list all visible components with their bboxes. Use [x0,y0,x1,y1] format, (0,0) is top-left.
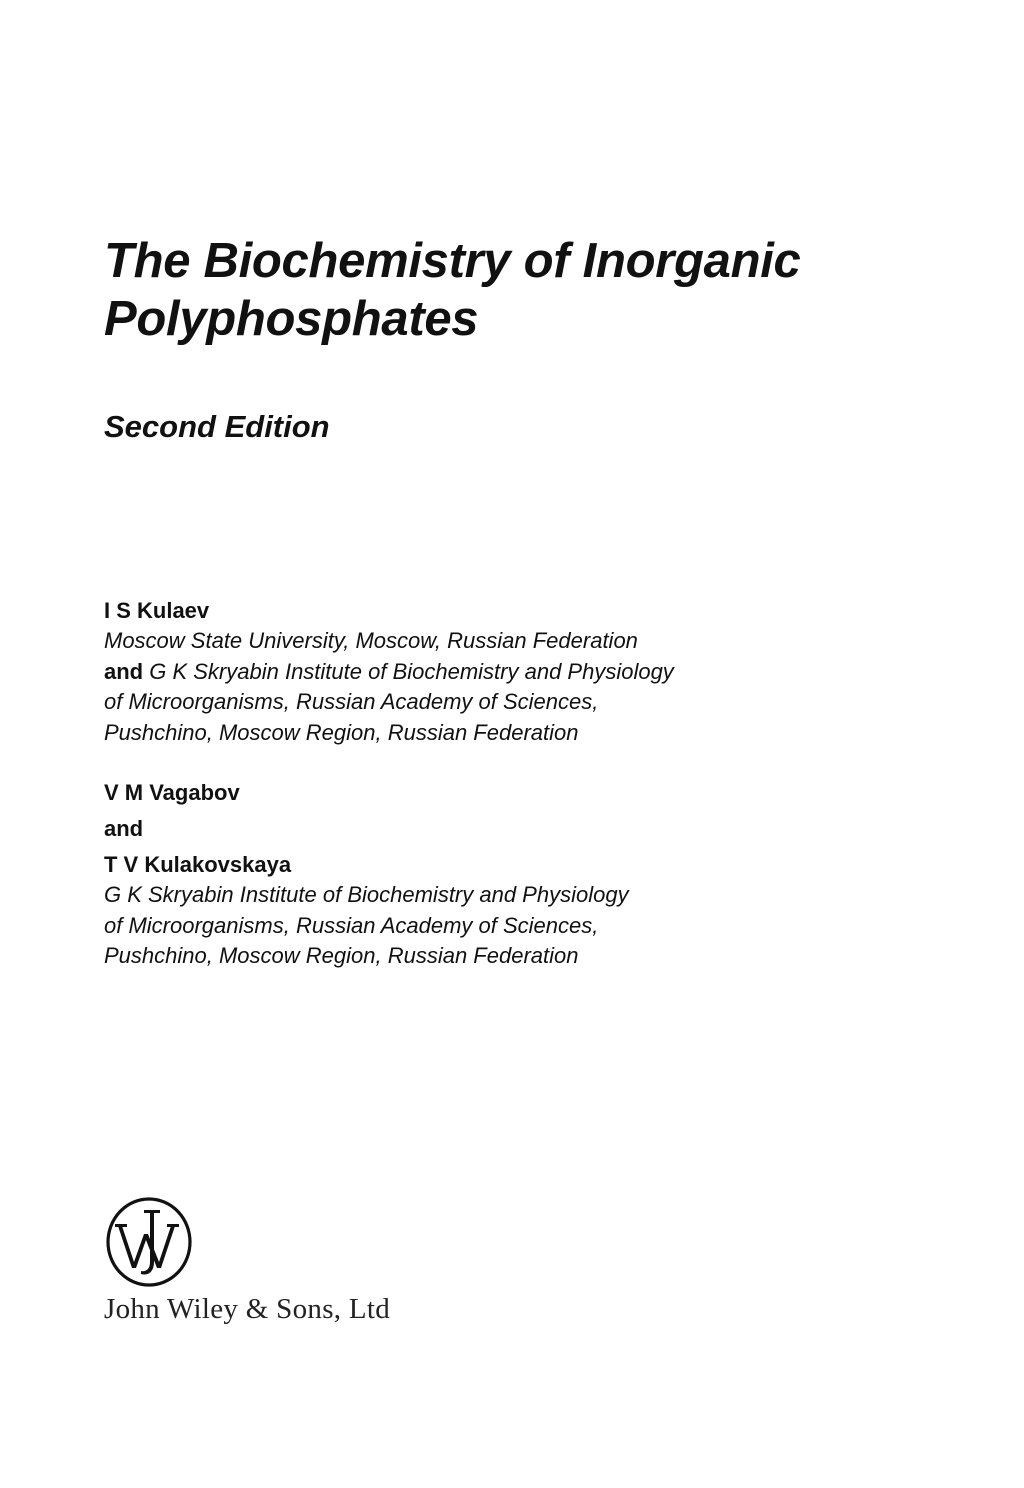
author-block-1 [104,596,674,748]
affiliation-line: Pushchino, Moscow Region, Russian Federation [104,943,579,968]
book-title [104,232,800,348]
publisher-name: John Wiley & Sons, Ltd [104,1293,391,1325]
author-name: T V Kulakovskaya [104,852,292,877]
book-title-line-2: Polyphosphates [104,292,479,346]
affiliation-line: of Microorganisms, Russian Academy of Sciences, [104,912,599,938]
author-block-2 [104,778,674,972]
and-word: and [104,658,144,684]
authors-section [104,596,674,972]
affiliation-line: Pushchino, Moscow Region, Russian Federation [104,719,579,745]
book-title-line-1: The Biochemistry of Inorganic [104,234,801,288]
publisher-block [104,1196,390,1326]
author-name: I S Kulaev [104,598,210,623]
edition-label: Second Edition [104,409,330,444]
affiliation-line: G K Skryabin Institute of Biochemistry and Physiology [104,882,629,907]
affiliation-line: Moscow State University, Moscow, Russian Federation [104,628,638,653]
author-name: V M Vagabov [104,780,240,805]
affiliation-text: G K Skryabin Institute of Biochemistry and Physiology [143,658,674,684]
and-separator: and [104,816,144,841]
affiliation-line [104,657,674,688]
wiley-logo-icon [104,1196,194,1288]
affiliation-line: of Microorganisms, Russian Academy of Sciences, [104,689,599,714]
